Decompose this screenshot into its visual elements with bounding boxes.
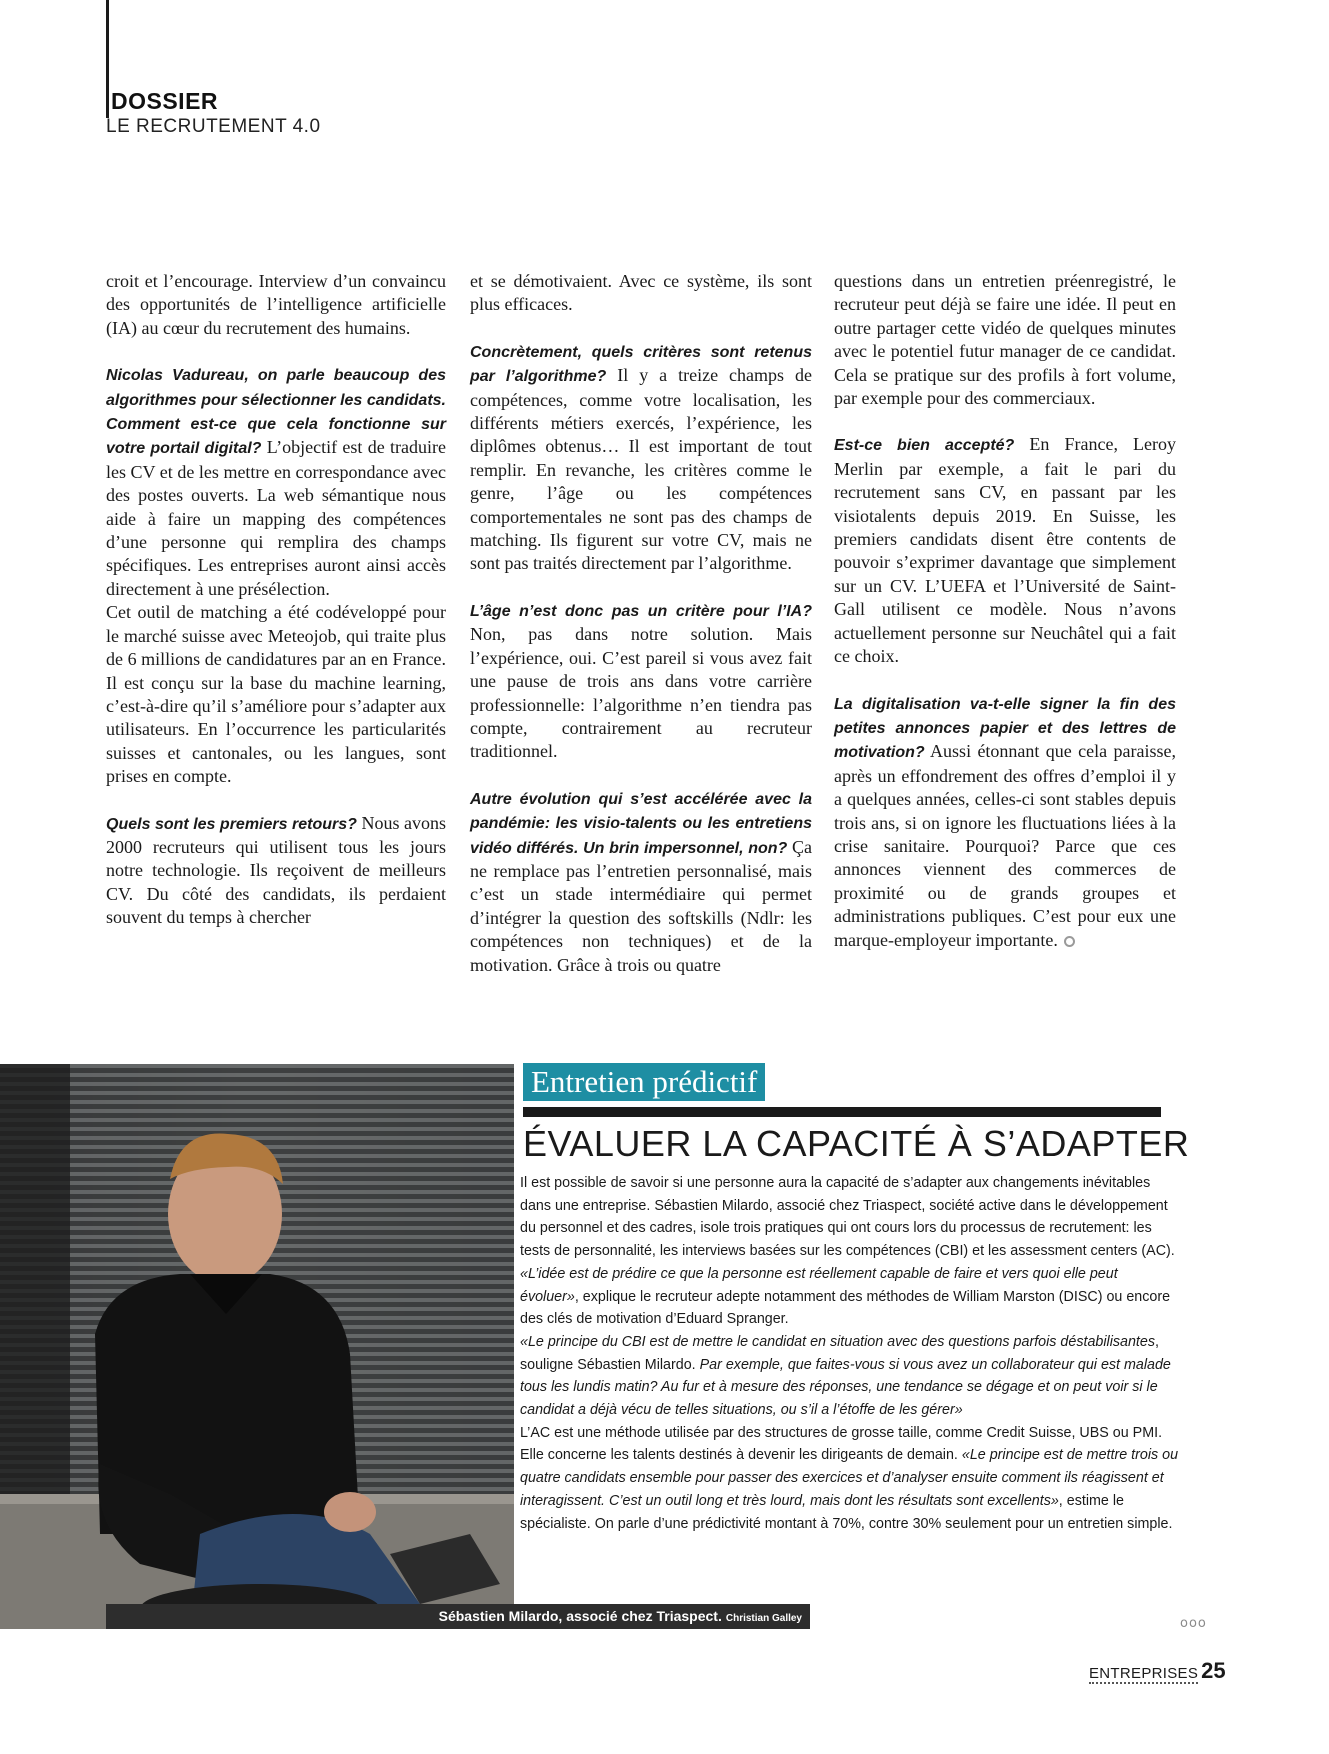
- header-rule: [106, 0, 109, 118]
- box-body: [520, 1172, 1180, 1535]
- quote: «Le principe du CBI est de mettre le candidat en situation avec des questions parfois déstabilisantes: [520, 1333, 1156, 1350]
- photo-caption: [106, 1604, 810, 1629]
- article-column-3: [834, 270, 1176, 952]
- box-kicker: Entretien prédictif: [523, 1063, 765, 1101]
- qa-block: [470, 340, 812, 576]
- photo-credit: Christian Galley: [725, 1613, 802, 1624]
- question: Est-ce bien accepté?: [834, 437, 1015, 455]
- qa-block: [834, 433, 1176, 668]
- answer: Non, pas dans notre solution. Mais l’expérience, oui. C’est pareil si vous avez fait une pause de trois ans dans votre carrière professionnelle: l’algorithme n’en tiendra pas compte, contrairement au recruteur traditionnel.: [470, 624, 812, 762]
- paragraph: et se démotivaient. Avec ce système, ils sont plus efficaces.: [470, 271, 812, 315]
- question: La digitalisation va-t-elle signer la fin des petites annonces papier et des lettres de motivation?: [834, 695, 1176, 762]
- answer: L’objectif est de traduire les CV et de les mettre en correspondance avec des postes ouverts. La web sémantique nous aide à faire un mapping des compétences d’une personne qui remplira des champs spécifiques. Les entreprises auront ainsi accès directement à une présélection.: [106, 437, 446, 599]
- section-subtitle: LE RECRUTEMENT 4.0: [106, 116, 321, 137]
- publication-name: ENTREPRISES: [1089, 1665, 1199, 1682]
- continuation-dots-icon: ooo: [1180, 1616, 1207, 1631]
- question: Autre évolution qui s’est accélérée avec la pandémie: les visio-talents ou les entretiens vidéo différés. Un brin impersonnel, non?: [470, 790, 812, 857]
- answer: En France, Leroy Merlin par exemple, a fait le pari du recrutement sans CV, en passant par les visiotalents depuis 2019. En Suisse, les premiers candidats disent être contents de pouvoir s’exprimer davantage que simplement sur un CV. L’UEFA et l’Université de Saint-Gall utilisent ce modèle. Nous n’avons actuellement personne sur Neuchâtel qui a fait ce choix.: [834, 434, 1176, 667]
- qa-block: [106, 363, 446, 601]
- caption-text: Sébastien Milardo, associé chez Triaspect.: [438, 1608, 722, 1624]
- box-text: L’AC est une méthode utilisée par des structures de grosse taille, comme Credit Suisse, UBS ou PMI. Elle concerne les talents destinés à devenir les dirigeants de demain.: [520, 1424, 1163, 1464]
- quote: «Le principe est de mettre trois ou quatre candidats ensemble pour passer des exercices et d’analyser ensuite comment ils réagissent et interagissent. C’est un outil long et très lourd, mais dont les résultats sont excellents»: [520, 1447, 1179, 1509]
- quote: Par exemple, que faites-vous si vous avez un collaborateur qui est malade tous les lundis matin? Au fur et à mesure des réponses, une tendance se dégage et on peut voir si le candidat a déjà vécu de telles situations, ou s’il a l’étoffe de les gérer»: [520, 1356, 1171, 1419]
- box-paragraph: [520, 1422, 1180, 1536]
- question: Concrètement, quels critères sont retenus par l’algorithme?: [470, 343, 812, 386]
- article-column-2: [470, 270, 812, 977]
- answer: Aussi étonnant que cela paraisse, après un effondrement des offres d’emploi il y a quelques années, celles-ci sont stables depuis trois ans, si on ignore les fluctuations liées à la crise sanitaire. Pourquoi? Parce que ces annonces viennent des commerces de proximité ou de grands groupes et administrations publiques. C’est pour eux une marque-employeur importante.: [834, 741, 1176, 950]
- qa-block: [834, 692, 1176, 952]
- paragraph: croit et l’encourage. Interview d’un convaincu des opportunités de l’intelligence artificielle (IA) au cœur du recrutement des humains.: [106, 271, 446, 338]
- box-paragraph: [520, 1263, 1180, 1331]
- portrait-photo: [0, 1064, 514, 1629]
- article-column-1: [106, 270, 446, 930]
- box-paragraph: [520, 1331, 1180, 1422]
- answer: Ça ne remplace pas l’entretien personnalisé, mais c’est un stade intermédiaire qui permet d’intégrer la question des softskills (Ndlr: les compétences non techniques) et de la motivation. Grâce à trois ou quatre: [470, 836, 812, 975]
- paragraph: questions dans un entretien préenregistré, le recruteur peut déjà se faire une idée. Il peut en outre partager cette vidéo de quelques minutes avec le potentiel futur manager de ce candidat. Cela se pratique sur des profils à fort volume, par exemple pour des commerciaux.: [834, 271, 1176, 409]
- box-text: , souligne Sébastien Milardo.: [520, 1333, 1159, 1373]
- box-text: , explique le recruteur adepte notamment des méthodes de William Marston (DISC) ou encore des clés de motivation d’Eduard Spranger.: [520, 1288, 1171, 1328]
- question: L’âge n’est donc pas un critère pour l’IA?: [470, 602, 812, 620]
- box-text: , estime le spécialiste. On parle d’une prédictivité montant à 70%, contre 30% seulement pour un entretien simple.: [520, 1492, 1173, 1532]
- end-of-article-icon: [1064, 936, 1075, 947]
- answer: Il y a treize champs de compétences, comme votre localisation, les différents métiers exercés, l’expérience, les diplômes obtenus… Il est important de tout remplir. En revanche, les critères comme le genre, l’âge ou les compétences comportementales ne sont pas des champs de matching. Ils figurent sur votre CV, mais ne sont pas traités directement par l’algorithme.: [470, 365, 812, 574]
- question: Nicolas Vadureau, on parle beaucoup des algorithmes pour sélectionner les candidats. Comment est-ce que cela fonctionne sur votre portail digital?: [106, 367, 446, 458]
- qa-block: [106, 812, 446, 930]
- paragraph: Cet outil de matching a été codéveloppé pour le marché suisse avec Meteojob, qui traite plus de 6 millions de candidatures par an en France. Il est conçu sur la base du machine learning, c’est-à-dire qu’il s’améliore pour s’adapter aux utilisateurs. En l’occurrence les particularités suisses et cantonales, ou les langues, sont prises en compte.: [106, 602, 446, 787]
- page-footer: [1089, 1658, 1226, 1684]
- question: Quels sont les premiers retours?: [106, 815, 357, 833]
- quote: «L’idée est de prédire ce que la personne est réellement capable de faire et vers quoi elle peut évoluer»: [520, 1265, 1118, 1305]
- section-title: DOSSIER: [111, 88, 219, 114]
- qa-block: [470, 787, 812, 977]
- qa-block: [470, 599, 812, 764]
- box-rule: [523, 1107, 1161, 1117]
- answer: Nous avons 2000 recruteurs qui utilisent tous les jours notre technologie. Ils reçoivent de meilleurs CV. Du côté des candidats, ils perdaient souvent du temps à chercher: [106, 812, 447, 928]
- box-title: ÉVALUER LA CAPACITÉ À S’ADAPTER: [523, 1123, 1190, 1164]
- box-paragraph: Il est possible de savoir si une personne aura la capacité de s’adapter aux changements inévitables dans une entreprise. Sébastien Milardo, associé chez Triaspect, société active dans le développement du personnel et des cadres, isole trois pratiques qui ont cours lors du processus de recrutement: les tests de personnalité, les interviews basées sur les compétences (CBI) et les assessment centers (AC).: [520, 1175, 1175, 1260]
- page-number: 25: [1201, 1658, 1226, 1683]
